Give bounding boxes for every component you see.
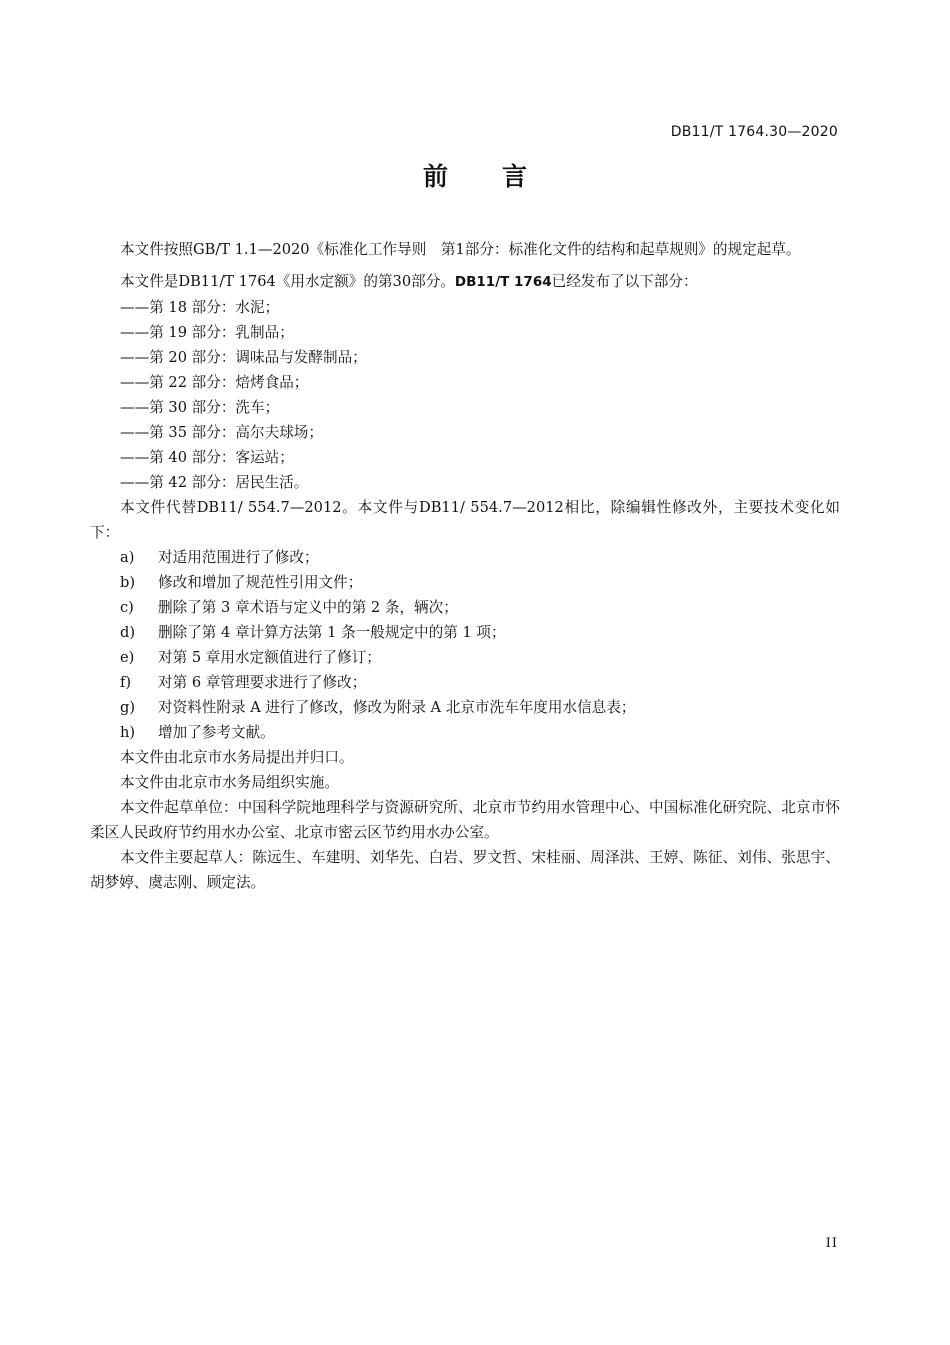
change-text: 修改和增加了规范性引用文件；: [158, 574, 363, 591]
list-item-change: [90, 695, 840, 720]
page-title: [0, 157, 950, 193]
change-label: b): [120, 574, 136, 591]
change-label: h): [120, 724, 136, 741]
list-item-change: [90, 545, 840, 570]
page-number: II: [825, 1236, 838, 1251]
change-text: 删除了第 4 章计算方法第 1 条一般规定中的第 1 项；: [158, 624, 506, 641]
list-item-part: ——第 42 部分：居民生活。: [120, 474, 309, 491]
list-item-change: [90, 645, 840, 670]
paragraph-drafting-rules: 本文件按照GB/T 1.1—2020《标准化工作导则 第1部分：标准化文件的结构和起草规则》的规定起草。: [120, 241, 801, 258]
document-code: DB11/T 1764.30—2020: [670, 124, 838, 140]
change-text: 对第 6 章管理要求进行了修改；: [158, 674, 367, 691]
change-label: g): [120, 699, 136, 716]
change-label: e): [120, 649, 135, 666]
list-item-change: [90, 620, 840, 645]
list-item-part: ——第 40 部分：客运站；: [120, 449, 294, 466]
document-body: [90, 237, 840, 895]
paragraph-replacement: 本文件代替DB11/ 554.7—2012。本文件与DB11/ 554.7—2012相比，除编辑性修改外，主要技术变化如下：: [90, 499, 840, 541]
paragraph-part-info: [90, 269, 840, 295]
list-item-part: ——第 35 部分：高尔夫球场；: [120, 424, 323, 441]
change-text: 增加了参考文献。: [158, 724, 275, 741]
paragraph-drafting-units: 本文件起草单位：中国科学院地理科学与资源研究所、北京市节约用水管理中心、中国标准化研究院、北京市怀柔区人民政府节约用水办公室、北京市密云区节约用水办公室。: [90, 799, 840, 841]
list-item-change: [90, 570, 840, 595]
change-text: 对第 5 章用水定额值进行了修订；: [158, 649, 381, 666]
paragraph-proposer: 本文件由北京市水务局提出并归口。: [120, 749, 354, 766]
list-item-change: [90, 720, 840, 745]
list-item-part: ——第 20 部分：调味品与发酵制品；: [120, 349, 367, 366]
paragraph-implementer: 本文件由北京市水务局组织实施。: [120, 774, 339, 791]
part-info-tail: 已经发布了以下部分：: [551, 273, 698, 290]
list-item-change: [90, 670, 840, 695]
change-label: a): [120, 549, 135, 566]
part-info-text: 本文件是DB11/T 1764《用水定额》的第30部分。: [120, 273, 455, 290]
change-text: 对适用范围进行了修改；: [158, 549, 319, 566]
part-info-code: DB11/T 1764: [454, 274, 552, 290]
list-item-part: ——第 22 部分：焙烤食品；: [120, 374, 309, 391]
change-label: f): [120, 674, 132, 691]
list-item-part: ——第 19 部分：乳制品；: [120, 324, 294, 341]
list-item-change: [90, 595, 840, 620]
change-label: c): [120, 599, 134, 616]
list-item-part: ——第 30 部分：洗车；: [120, 399, 280, 416]
title-char-1: 前: [422, 162, 448, 191]
change-text: 删除了第 3 章术语与定义中的第 2 条，辆次；: [158, 599, 458, 616]
list-item-part: ——第 18 部分：水泥；: [120, 299, 280, 316]
title-char-2: 言: [502, 162, 528, 191]
change-label: d): [120, 624, 136, 641]
change-text: 对资料性附录 A 进行了修改，修改为附录 A 北京市洗车年度用水信息表；: [158, 699, 636, 716]
paragraph-drafters: 本文件主要起草人：陈远生、车建明、刘华先、白岩、罗文哲、宋桂丽、周泽洪、王婷、陈征、刘伟、张思宇、胡梦婷、虞志刚、顾定法。: [90, 849, 840, 891]
